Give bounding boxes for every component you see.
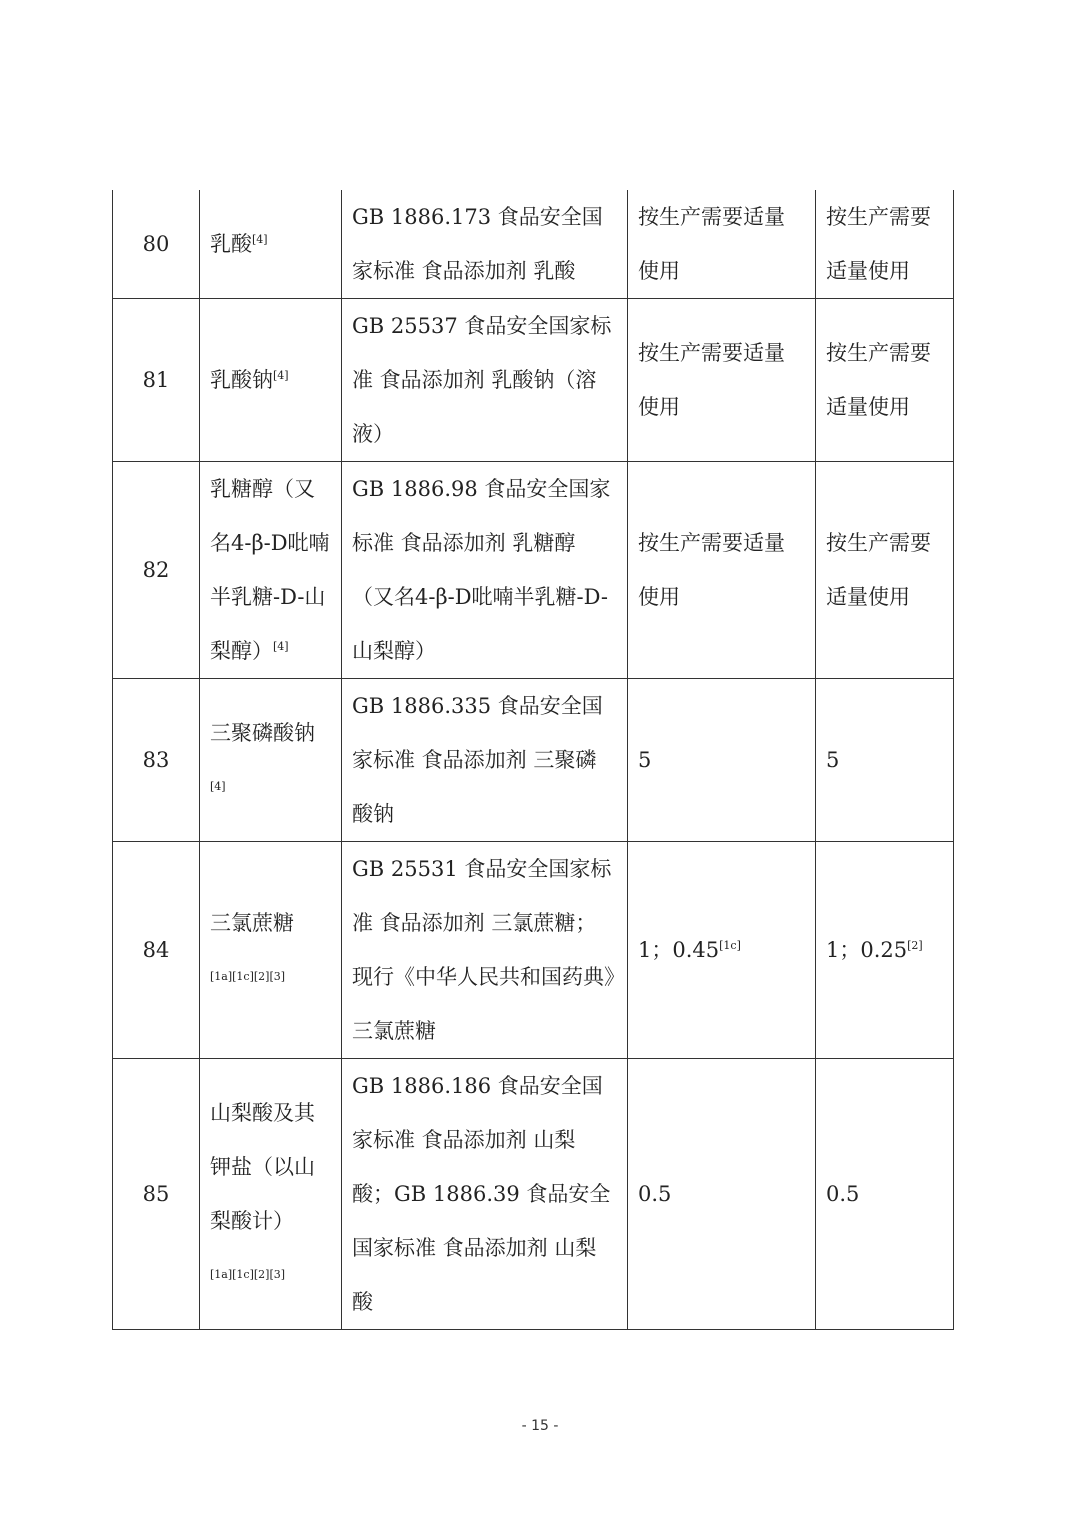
row-number: 83: [113, 679, 200, 842]
quality-standard: GB 1886.173 食品安全国家标准 食品添加剂 乳酸: [342, 190, 628, 299]
limit-a: 按生产需要适量使用: [638, 341, 785, 419]
additive-name: 乳酸: [210, 232, 252, 256]
quality-standard: GB 1886.98 食品安全国家标准 食品添加剂 乳糖醇（又名4-β-D吡喃半乳糖-D-山梨醇）: [342, 462, 628, 679]
name-reference: [1a][1c][2][3]: [210, 970, 286, 983]
quality-standard: GB 1886.186 食品安全国家标准 食品添加剂 山梨酸；GB 1886.39 食品安全国家标准 食品添加剂 山梨酸: [342, 1059, 628, 1330]
limit-b-cell: [816, 190, 954, 299]
additive-name-cell: [200, 190, 342, 299]
table-row: [113, 1059, 954, 1330]
additive-name-cell: [200, 679, 342, 842]
table-row: [113, 842, 954, 1059]
limit-a-cell: [628, 679, 816, 842]
limit-b-cell: [816, 1059, 954, 1330]
limit-b: 按生产需要适量使用: [826, 205, 931, 283]
quality-standard: GB 1886.335 食品安全国家标准 食品添加剂 三聚磷酸钠: [342, 679, 628, 842]
limit-a-cell: [628, 1059, 816, 1330]
limit-a: 按生产需要适量使用: [638, 205, 785, 283]
limit-a-cell: [628, 190, 816, 299]
limit-a: 0.5: [638, 1182, 672, 1206]
table-row: [113, 190, 954, 299]
limit-a-cell: [628, 842, 816, 1059]
additive-name-cell: [200, 462, 342, 679]
limit-b-cell: [816, 299, 954, 462]
additive-table: [112, 190, 954, 1330]
limit-b-cell: [816, 462, 954, 679]
limit-a: 5: [638, 748, 652, 772]
limit-b: 5: [826, 748, 840, 772]
limit-a-reference: [1c]: [719, 939, 741, 952]
additive-name: 三聚磷酸钠: [210, 721, 315, 745]
limit-b: 0.5: [826, 1182, 860, 1206]
limit-b: 按生产需要适量使用: [826, 531, 931, 609]
row-number: 85: [113, 1059, 200, 1330]
additive-name: 三氯蔗糖: [210, 911, 294, 935]
row-number: 80: [113, 190, 200, 299]
limit-a: 1；0.45: [638, 938, 720, 962]
table-row: [113, 679, 954, 842]
name-reference: [4]: [273, 640, 289, 653]
additive-name: 乳糖醇（又名4-β-D吡喃半乳糖-D-山梨醇）: [210, 477, 330, 663]
additive-name-cell: [200, 1059, 342, 1330]
quality-standard: GB 25537 食品安全国家标准 食品添加剂 乳酸钠（溶液）: [342, 299, 628, 462]
table-row: [113, 299, 954, 462]
table-row: [113, 462, 954, 679]
name-reference: [4]: [252, 233, 268, 246]
limit-b: 1；0.25: [826, 938, 908, 962]
page-number: - 15 -: [521, 1418, 559, 1434]
limit-a-cell: [628, 299, 816, 462]
row-number: 84: [113, 842, 200, 1059]
additive-name: 山梨酸及其钾盐（以山梨酸计）: [210, 1101, 315, 1233]
limit-b-reference: [2]: [907, 939, 923, 952]
limit-b-cell: [816, 842, 954, 1059]
name-reference: [1a][1c][2][3]: [210, 1268, 286, 1281]
quality-standard: GB 25531 食品安全国家标准 食品添加剂 三氯蔗糖；现行《中华人民共和国药典》三氯蔗糖: [342, 842, 628, 1059]
limit-a: 按生产需要适量使用: [638, 531, 785, 609]
row-number: 81: [113, 299, 200, 462]
row-number: 82: [113, 462, 200, 679]
limit-b: 按生产需要适量使用: [826, 341, 931, 419]
limit-b-cell: [816, 679, 954, 842]
additive-name: 乳酸钠: [210, 368, 273, 392]
name-reference: [4]: [273, 369, 289, 382]
limit-a-cell: [628, 462, 816, 679]
name-reference: [4]: [210, 780, 226, 793]
additive-name-cell: [200, 842, 342, 1059]
additive-name-cell: [200, 299, 342, 462]
